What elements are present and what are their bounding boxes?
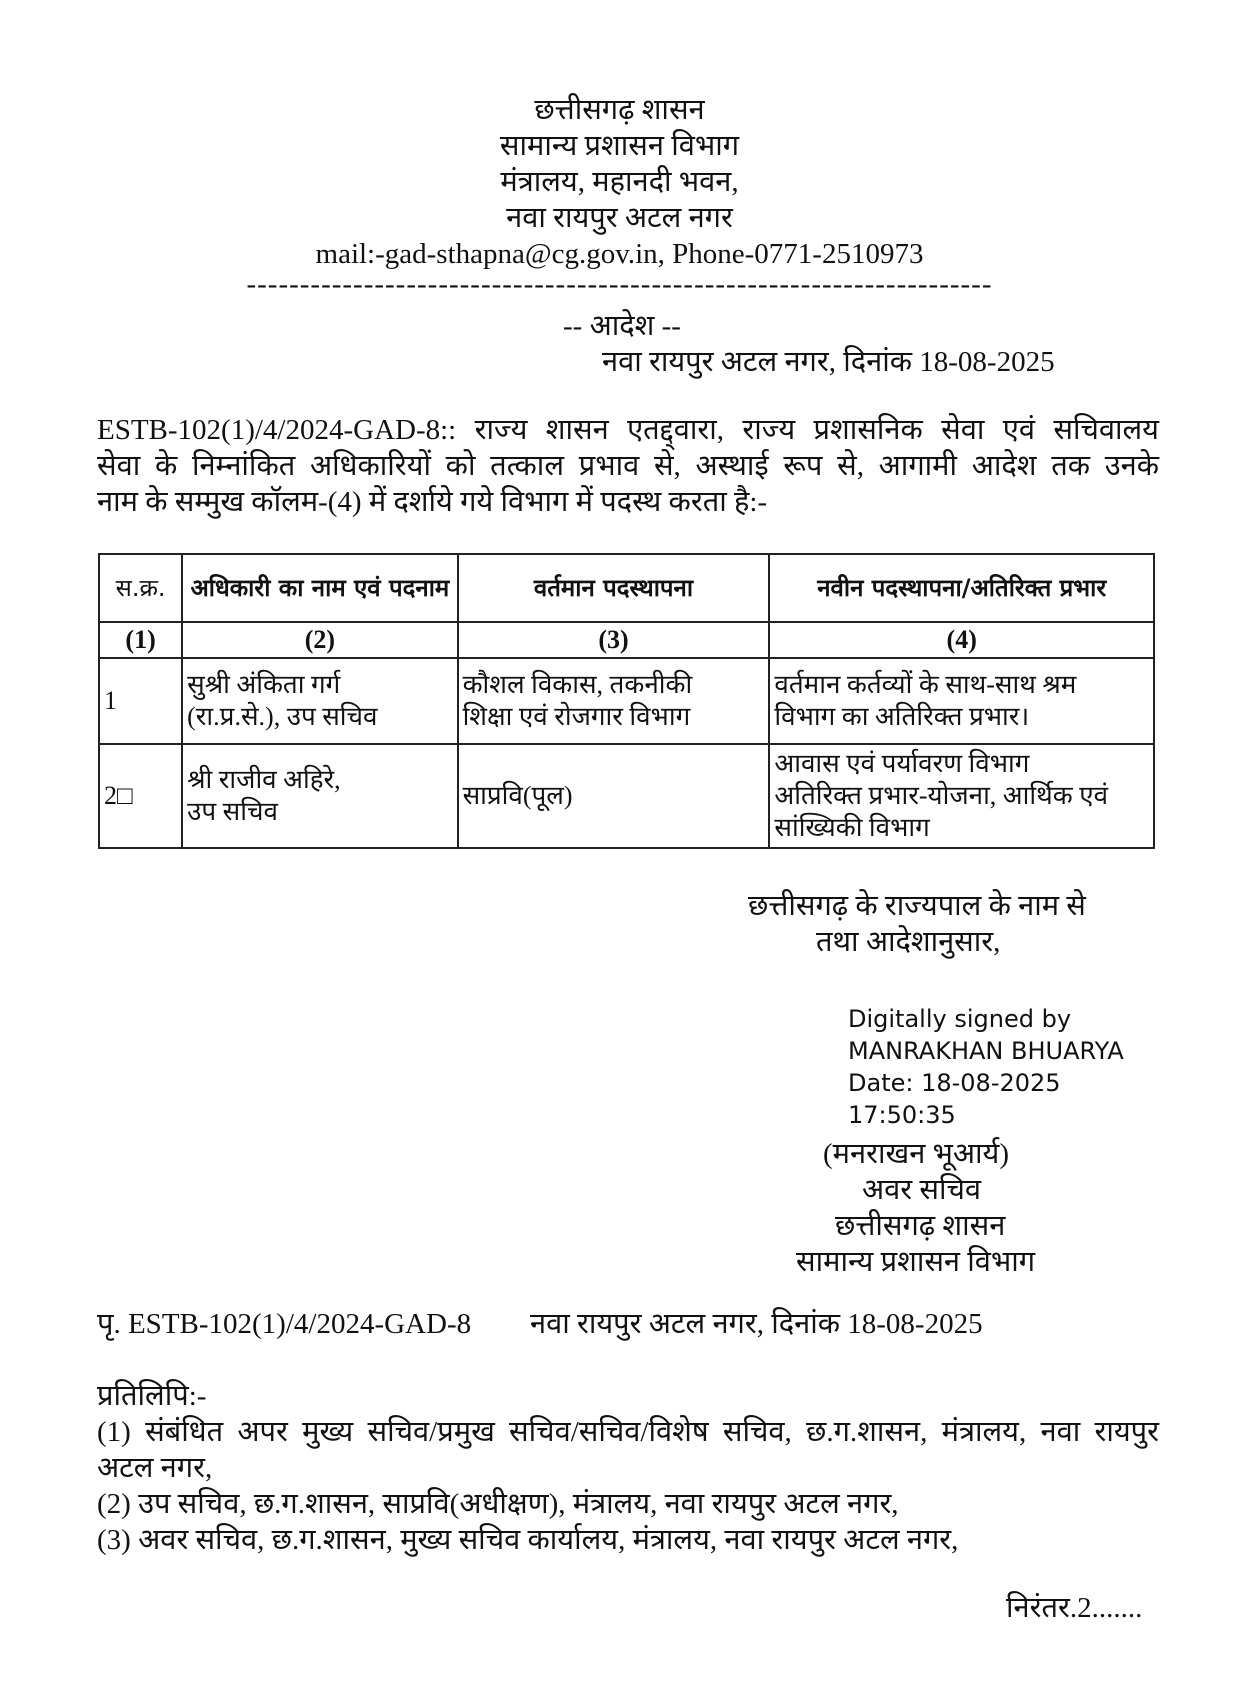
new-posting-line: वर्तमान कर्तव्यों के साथ-साथ श्रम: [774, 670, 1077, 699]
copy-label: प्रतिलिपि:-: [97, 1380, 207, 1412]
continued-marker: निरंतर.2.......: [1006, 1592, 1143, 1624]
copy-item: अटल नगर,: [97, 1452, 213, 1484]
officer-name: सुश्री अंकिता गर्ग: [187, 670, 341, 699]
new-posting-line: अतिरिक्त प्रभार-योजना, आर्थिक एवं: [774, 781, 1109, 810]
table-row: [99, 744, 1154, 848]
letterhead: [0, 92, 1239, 300]
row-officer: [182, 744, 457, 848]
table-row: [99, 658, 1154, 744]
copy-item: (2) उप सचिव, छ.ग.शासन, साप्रवि(अधीक्षण), मंत्रालय, नवा रायपुर अटल नगर,: [97, 1488, 899, 1520]
row-new-posting: [769, 744, 1154, 848]
column-number: (2): [182, 622, 457, 658]
row-serial: 1: [99, 658, 182, 744]
copy-item: (1) संबंधित अपर मुख्य सचिव/प्रमुख सचिव/सचिव/विशेष सचिव, छ.ग.शासन, मंत्रालय, नवा रायपुर: [97, 1416, 1159, 1448]
header-new-posting: नवीन पदस्थापना/अतिरिक्त प्रभार: [769, 554, 1154, 622]
digital-signature: [848, 1003, 1124, 1131]
current-posting-line: साप्रवि(पूल): [462, 781, 573, 810]
order-place-date: नवा रायपुर अटल नगर, दिनांक 18-08-2025: [602, 346, 1055, 378]
row-current-posting: [458, 744, 770, 848]
new-posting-line: विभाग का अतिरिक्त प्रभार।: [774, 702, 1030, 731]
governor-order-line: छत्तीसगढ़ के राज्यपाल के नाम से: [748, 890, 1086, 922]
column-number: (3): [458, 622, 770, 658]
header-contact: mail:-gad-sthapna@cg.gov.in, Phone-0771-2510973: [315, 238, 924, 270]
signatory-office: सामान्य प्रशासन विभाग: [796, 1246, 1036, 1278]
row-current-posting: [458, 658, 770, 744]
endorsement-place-date: नवा रायपुर अटल नगर, दिनांक 18-08-2025: [530, 1308, 983, 1340]
header-current-posting: वर्तमान पदस्थापना: [458, 554, 770, 622]
header-city: नवा रायपुर अटल नगर: [506, 202, 733, 234]
officer-designation: उप सचिव: [187, 797, 278, 826]
order-paragraph-line: नाम के सम्मुख कॉलम-(4) में दर्शाये गये विभाग में पदस्थ करता है:-: [97, 486, 768, 518]
posting-table: [98, 553, 1155, 849]
table-header-row: [99, 554, 1154, 622]
current-posting-line: कौशल विकास, तकनीकी: [462, 670, 693, 699]
header-building: मंत्रालय, महानदी भवन,: [500, 166, 739, 198]
endorsement-ref: पृ. ESTB-102(1)/4/2024-GAD-8: [97, 1308, 472, 1340]
column-number-row: [99, 622, 1154, 658]
signature-signer: MANRAKHAN BHUARYA: [848, 1037, 1124, 1065]
signatory-office: छत्तीसगढ़ शासन: [835, 1210, 1006, 1242]
header-department: सामान्य प्रशासन विभाग: [499, 130, 740, 162]
current-posting-line: शिक्षा एवं रोजगार विभाग: [462, 702, 691, 731]
column-number: (4): [769, 622, 1154, 658]
signature-date: Date: 18-08-2025: [848, 1069, 1061, 1097]
signatory-designation: अवर सचिव: [862, 1174, 982, 1206]
signature-time: 17:50:35: [848, 1101, 956, 1129]
header-government: छत्तीसगढ़ शासन: [534, 94, 705, 126]
copy-item: (3) अवर सचिव, छ.ग.शासन, मुख्य सचिव कार्यालय, मंत्रालय, नवा रायपुर अटल नगर,: [97, 1524, 959, 1556]
signature-line: Digitally signed by: [848, 1005, 1072, 1033]
signatory-name: (मनराखन भूआर्य): [823, 1138, 1010, 1170]
order-paragraph-line: सेवा के निम्नांकित अधिकारियों को तत्काल प्रभाव से, अस्थाई रूप से, आगामी आदेश तक उनके: [97, 450, 1159, 482]
new-posting-line: सांख्यिकी विभाग: [774, 813, 930, 842]
officer-name: श्री राजीव अहिरे,: [187, 765, 341, 794]
row-serial: 2□: [99, 744, 182, 848]
row-officer: [182, 658, 457, 744]
header-serial: स.क्र.: [99, 554, 182, 622]
row-new-posting: [769, 658, 1154, 744]
header-officer: अधिकारी का नाम एवं पदनाम: [182, 554, 457, 622]
order-title: -- आदेश --: [563, 310, 681, 342]
column-number: (1): [99, 622, 182, 658]
header-divider: ----------------------------------------------------------------------: [246, 268, 993, 300]
order-paragraph: [97, 412, 1159, 520]
officer-designation: (रा.प्र.से.), उप सचिव: [187, 702, 378, 731]
governor-order-line: तथा आदेशानुसार,: [816, 926, 1001, 958]
order-paragraph-line: ESTB-102(1)/4/2024-GAD-8:: राज्य शासन एतद्द्वारा, राज्य प्रशासनिक सेवा एवं सचिवालय: [97, 414, 1159, 446]
new-posting-line: आवास एवं पर्यावरण विभाग: [774, 749, 1030, 778]
